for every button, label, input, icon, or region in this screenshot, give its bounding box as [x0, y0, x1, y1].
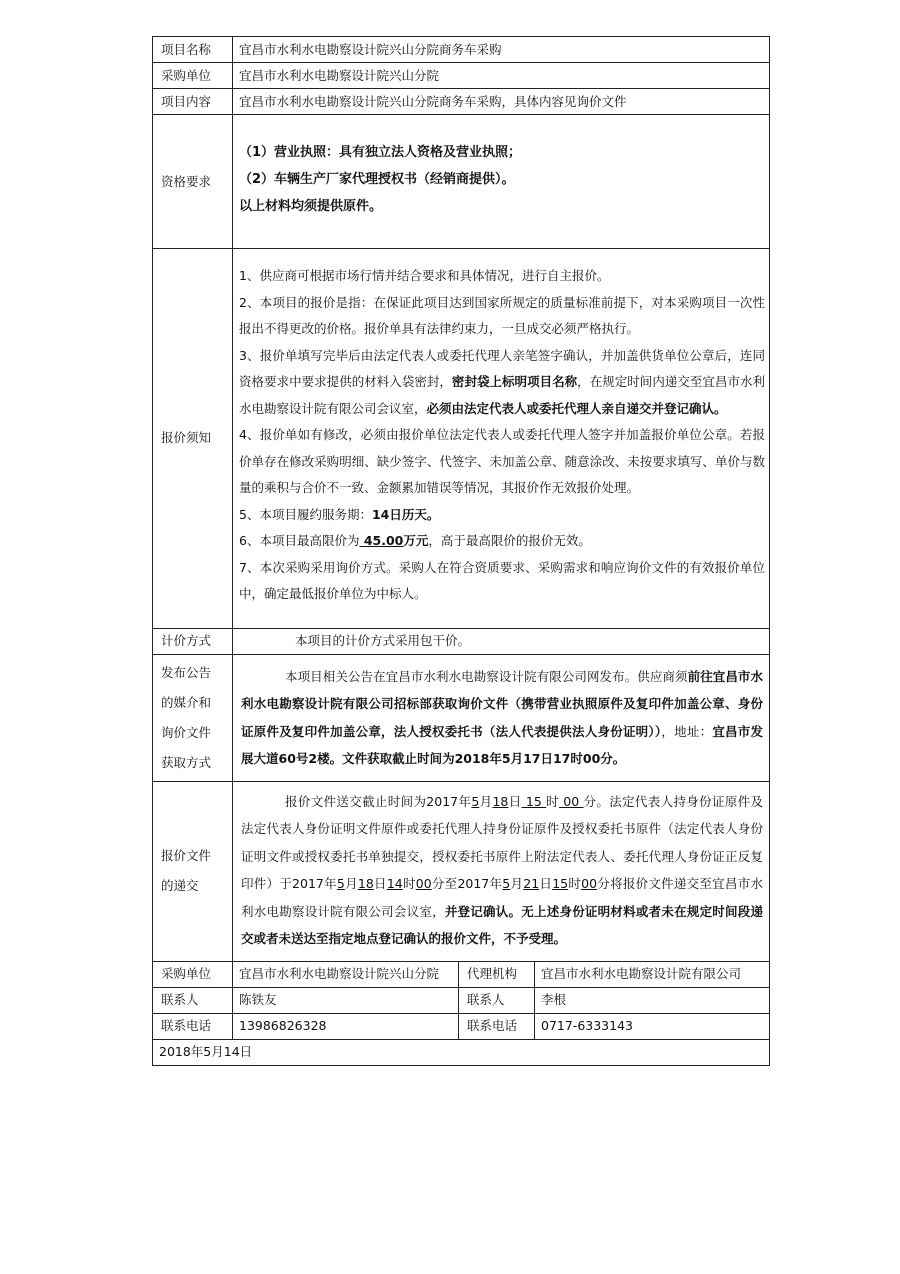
label-submission	[153, 781, 233, 961]
row-purchaser	[153, 63, 770, 89]
qualification-line: （1）营业执照：具有独立法人资格及营业执照；	[239, 145, 522, 160]
label-project-name: 项目名称	[153, 37, 233, 63]
notice-text: 6、本项目最高限价为	[239, 533, 360, 548]
publish-text: ，地址：	[661, 723, 713, 739]
submission-text: 月	[344, 876, 358, 891]
row-submission	[153, 781, 770, 961]
qualification-line: （2）车辆生产厂家代理授权书（经销商提供）。	[239, 172, 515, 187]
notice-bold-text: 必须由法定代表人或委托代理人亲自递交并登记确认。	[426, 400, 727, 416]
label-phone-2: 联系电话	[459, 1013, 535, 1039]
notice-bold-text: 密封袋上标明项目名称	[451, 374, 578, 389]
label-pricing: 计价方式	[153, 628, 233, 654]
max-price-unit: 万元	[403, 533, 429, 548]
window-start-hour: 14	[386, 876, 403, 891]
label-line: 发布公告	[161, 664, 212, 680]
submission-text: 时	[546, 793, 559, 809]
label-purchaser: 采购单位	[153, 63, 233, 89]
window-end-day: 21	[523, 876, 540, 891]
label-contact-person-1: 联系人	[153, 987, 233, 1013]
row-project-name	[153, 37, 770, 63]
value-phone-2: 0717-6333143	[535, 1013, 770, 1039]
notice-text: ，在规定时间内递交至宜昌市水利水电勘察设计院有限公司会议室，	[239, 374, 766, 416]
row-publish	[153, 654, 770, 781]
notice-text: ，高于最高限价的报价无效。	[428, 533, 591, 548]
row-content	[153, 89, 770, 115]
window-end-month: 5	[502, 876, 511, 891]
window-start-day: 18	[357, 876, 374, 891]
notice-item-6	[239, 528, 765, 555]
submission-text: 日	[508, 793, 522, 809]
submission-paragraph	[241, 788, 763, 953]
label-content: 项目内容	[153, 89, 233, 115]
label-line: 的递交	[161, 878, 199, 893]
value-submission	[233, 781, 770, 961]
submission-text: 日	[539, 876, 553, 891]
publish-bold-text: 宜昌市发展大道60号2楼。文件获取截止时间为2018年5月17日17时00分。	[241, 723, 764, 766]
label-agency: 代理机构	[459, 961, 535, 987]
submission-text: 分。法定代表人持身份证原件及法定代表人身份证明文件原件或委托代理人持身份证原件及授权委托书原件（法定代表人身份证明文件或授权委托书单独提交，授权委托书原件上附法定代表人、委托代理人身份证正反复印件）于2017年	[241, 793, 764, 891]
row-date	[153, 1039, 770, 1065]
publish-bold-text: 前往宜昌市水利水电勘察设计院有限公司招标部获取询价文件（携带营业执照原件及复印件加盖公章、身份证原件及复印件加盖公章，法人授权委托书（法人代表提供法人身份证明））	[241, 668, 764, 739]
notice-item-1: 1、供应商可根据市场行情并结合要求和具体情况，进行自主报价。	[239, 268, 610, 283]
label-line: 报价文件	[161, 848, 212, 863]
submission-bold-text: 并登记确认。无上述身份证明材料或者未在规定时间段递交或者未送达至指定地点登记确认的报价文件，不予受理。	[241, 903, 764, 946]
value-contact-purchaser: 宜昌市水利水电勘察设计院兴山分院	[233, 961, 459, 987]
label-publish	[153, 654, 233, 781]
notice-item-7: 7、本次采购采用询价方式。采购人在符合资质要求、采购需求和响应询价文件的有效报价单位中，确定最低报价单位为中标人。	[239, 559, 766, 601]
submission-text: 日	[373, 876, 387, 891]
label-qualification: 资格要求	[153, 115, 233, 249]
notice-item-2: 2、本项目的报价是指：在保证此项目达到国家所规定的质量标准前提下，对本采购项目一次性报出不得更改的价格。报价单具有法律约束力，一旦成交必须严格执行。	[239, 294, 766, 336]
submission-text: 报价文件送交截止时间为2017年	[285, 793, 472, 809]
qualification-line: 以上材料均须提供原件。	[239, 199, 383, 214]
submission-text: 分至2017年	[431, 876, 503, 891]
value-pricing: 本项目的计价方式采用包干价。	[233, 628, 770, 654]
window-end-hour: 15	[552, 876, 569, 891]
value-purchaser: 宜昌市水利水电勘察设计院兴山分院	[233, 63, 770, 89]
value-project-name: 宜昌市水利水电勘察设计院兴山分院商务车采购	[233, 37, 770, 63]
label-contact-purchaser: 采购单位	[153, 961, 233, 987]
value-phone-1: 13986826328	[233, 1013, 459, 1039]
row-notice	[153, 249, 770, 629]
row-contact-units	[153, 961, 770, 987]
deadline-day: 18	[492, 793, 509, 809]
procurement-notice-document	[152, 36, 769, 1066]
value-agency: 宜昌市水利水电勘察设计院有限公司	[535, 961, 770, 987]
label-phone-1: 联系电话	[153, 1013, 233, 1039]
row-contact-people	[153, 987, 770, 1013]
window-end-minute: 00	[581, 876, 598, 891]
value-content: 宜昌市水利水电勘察设计院兴山分院商务车采购，具体内容见询价文件	[233, 89, 770, 115]
window-start-month: 5	[336, 876, 345, 891]
service-period: 14日历天。	[371, 506, 440, 522]
notice-text: 3、报价单填写完毕后由法定代表人或委托代理人亲笔签字确认，并加盖供货单位公章后，连同资格要求中要求提供的材料入袋密封，	[239, 347, 766, 389]
publish-paragraph	[241, 663, 763, 773]
submission-text: 分将报价文件递交至宜昌市水利水电勘察设计院有限公司会议室，	[241, 876, 763, 919]
row-contact-phones	[153, 1013, 770, 1039]
value-qualification	[233, 115, 770, 249]
submission-text: 时	[568, 876, 582, 891]
value-contact-person-1: 陈铁友	[233, 987, 459, 1013]
notice-item-5	[239, 502, 765, 529]
value-contact-person-2: 李根	[535, 987, 770, 1013]
deadline-hour: 15	[521, 793, 547, 809]
submission-text: 月	[510, 876, 524, 891]
notice-item-3	[239, 343, 765, 423]
submission-text: 时	[402, 876, 416, 891]
value-publish	[233, 654, 770, 781]
window-start-minute: 00	[415, 876, 432, 891]
label-notice: 报价须知	[153, 249, 233, 629]
row-qualification	[153, 115, 770, 249]
deadline-month: 5	[471, 793, 480, 809]
label-contact-person-2: 联系人	[459, 987, 535, 1013]
label-line: 获取方式	[161, 754, 212, 770]
issue-date: 2018年5月14日	[153, 1039, 770, 1065]
procurement-table	[152, 36, 770, 1066]
deadline-minute: 00	[558, 793, 584, 809]
label-line: 询价文件	[161, 724, 212, 740]
publish-text: 本项目相关公告在宜昌市水利水电勘察设计院有限公司网发布。供应商须	[285, 668, 688, 684]
row-pricing	[153, 628, 770, 654]
notice-item-4: 4、报价单如有修改，必须由报价单位法定代表人或委托代理人签字并加盖报价单位公章。若报价单存在修改采购明细、缺少签字、代签字、未加盖公章、随意涂改、未按要求填写、单价与数量的乘积与合价不一致、金额累加错误等情况，其报价作无效报价处理。	[239, 427, 766, 495]
max-price-amount: 45.00	[359, 533, 404, 548]
submission-text: 月	[479, 793, 493, 809]
value-notice	[233, 249, 770, 629]
notice-text: 5、本项目履约服务期：	[239, 506, 372, 522]
label-line: 的媒介和	[161, 694, 212, 710]
